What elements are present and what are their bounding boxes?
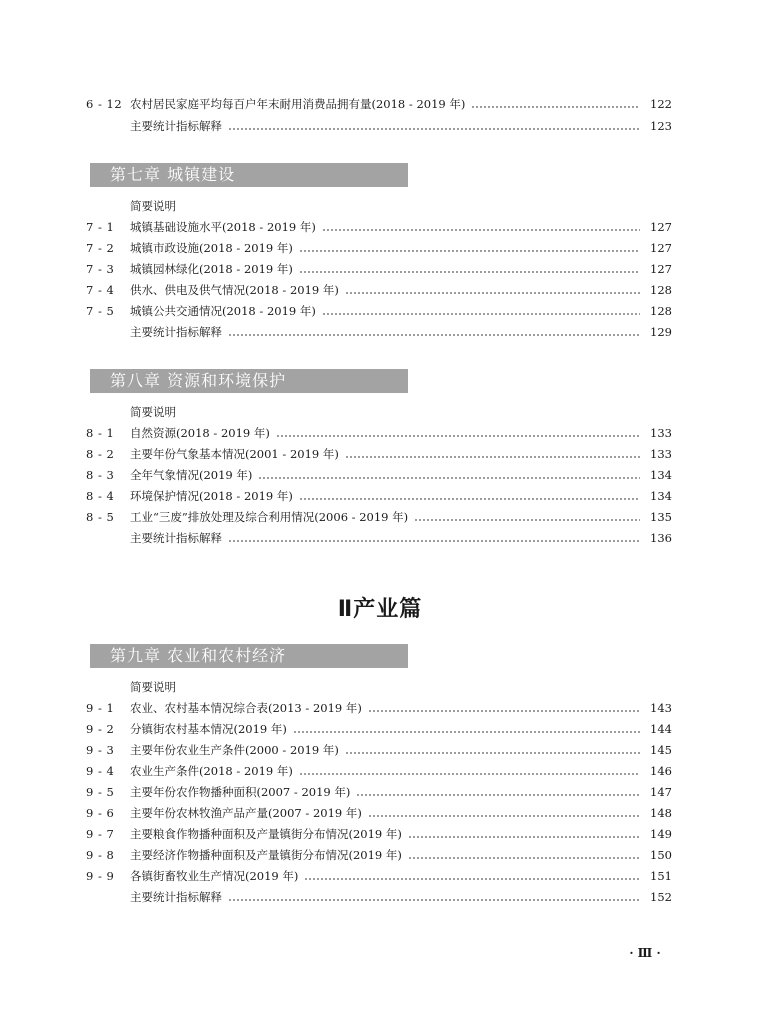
toc-entry[interactable]: [86, 528, 672, 548]
chapter-7-heading[interactable]: 第七章 城镇建设: [90, 163, 408, 187]
entry-page: 127: [650, 262, 672, 276]
entry-number: 7 - 1: [86, 220, 115, 234]
dot-leader: [408, 836, 640, 838]
dot-leader: [276, 435, 640, 437]
entry-title: 分镇街农村基本情况(2019 年): [130, 722, 287, 736]
toc-entry[interactable]: [86, 719, 672, 739]
entry-number: 9 - 9: [86, 869, 115, 883]
entry-page: 127: [650, 220, 672, 234]
entry-page: 134: [650, 489, 672, 503]
chapter-9-heading[interactable]: 第九章 农业和农村经济: [90, 644, 408, 668]
entry-title: 主要统计指标解释: [130, 325, 222, 339]
toc-entry[interactable]: [86, 301, 672, 321]
entry-page: 151: [650, 869, 672, 883]
entry-title: 自然资源(2018 - 2019 年): [130, 426, 270, 440]
toc-entry[interactable]: [86, 259, 672, 279]
toc-entry[interactable]: [86, 824, 672, 844]
dot-leader: [228, 128, 640, 130]
dot-leader: [299, 271, 640, 273]
entry-title: 各镇街畜牧业生产情况(2019 年): [130, 869, 299, 883]
entry-title: 城镇园林绿化(2018 - 2019 年): [130, 262, 293, 276]
entry-page: 148: [650, 806, 672, 820]
dot-leader: [368, 710, 640, 712]
toc-entry[interactable]: [86, 782, 672, 802]
entry-number: 8 - 5: [86, 510, 115, 524]
entry-title: 主要年份农作物播种面积(2007 - 2019 年): [130, 785, 351, 799]
entry-title: 农业、农村基本情况综合表(2013 - 2019 年): [130, 701, 362, 715]
dot-leader: [299, 773, 640, 775]
entry-number: 9 - 4: [86, 764, 115, 778]
dot-leader: [299, 250, 640, 252]
entry-title: 供水、供电及供气情况(2018 - 2019 年): [130, 283, 339, 297]
entry-number: 9 - 6: [86, 806, 115, 820]
entry-number: 7 - 3: [86, 262, 115, 276]
entry-number: 9 - 3: [86, 743, 115, 757]
entry-title: 城镇市政设施(2018 - 2019 年): [130, 241, 293, 255]
entry-page: 133: [650, 447, 672, 461]
entry-title: 城镇公共交通情况(2018 - 2019 年): [130, 304, 316, 318]
dot-leader: [228, 334, 640, 336]
toc-entry[interactable]: [86, 761, 672, 781]
toc-entry[interactable]: [86, 486, 672, 506]
part-title: Ⅱ产业篇: [337, 597, 423, 622]
entry-page: 127: [650, 241, 672, 255]
entry-number: 7 - 4: [86, 283, 115, 297]
entry-title: 城镇基础设施水平(2018 - 2019 年): [130, 220, 316, 234]
dot-leader: [345, 456, 640, 458]
toc-entry[interactable]: [86, 444, 672, 464]
chapter-9-summary[interactable]: 简要说明: [130, 680, 176, 694]
toc-entry[interactable]: [86, 507, 672, 527]
entry-page: 144: [650, 722, 672, 736]
entry-title: 主要统计指标解释: [130, 890, 222, 904]
entry-title: 主要统计指标解释: [130, 119, 222, 133]
entry-page: 145: [650, 743, 672, 757]
entry-number: 8 - 1: [86, 426, 115, 440]
entry-number: 6 - 12: [86, 97, 123, 111]
toc-entry[interactable]: [86, 94, 672, 114]
toc-entry[interactable]: [86, 423, 672, 443]
entry-page: 122: [650, 97, 672, 111]
entry-page: 135: [650, 510, 672, 524]
entry-page: 143: [650, 701, 672, 715]
entry-page: 150: [650, 848, 672, 862]
entry-number: 9 - 7: [86, 827, 115, 841]
entry-number: 8 - 3: [86, 468, 115, 482]
dot-leader: [293, 731, 640, 733]
entry-number: 7 - 2: [86, 241, 115, 255]
toc-entry[interactable]: [86, 465, 672, 485]
entry-number: 9 - 2: [86, 722, 115, 736]
toc-entry[interactable]: [86, 866, 672, 886]
entry-number: 7 - 5: [86, 304, 115, 318]
dot-leader: [322, 229, 640, 231]
chapter-8-heading[interactable]: 第八章 资源和环境保护: [90, 369, 408, 393]
entry-title: 主要统计指标解释: [130, 531, 222, 545]
toc-entry[interactable]: [86, 887, 672, 907]
entry-number: 9 - 5: [86, 785, 115, 799]
entry-page: 123: [650, 119, 672, 133]
dot-leader: [322, 313, 640, 315]
page-number: · Ⅲ ·: [629, 946, 661, 960]
dot-leader: [258, 477, 640, 479]
toc-entry[interactable]: [86, 845, 672, 865]
dot-leader: [356, 794, 640, 796]
dot-leader: [471, 106, 640, 108]
toc-entry[interactable]: [86, 280, 672, 300]
entry-page: 147: [650, 785, 672, 799]
toc-entry[interactable]: [86, 116, 672, 136]
toc-entry[interactable]: [86, 217, 672, 237]
entry-title: 主要年份农业生产条件(2000 - 2019 年): [130, 743, 339, 757]
entry-page: 149: [650, 827, 672, 841]
entry-page: 152: [650, 890, 672, 904]
entry-number: 9 - 1: [86, 701, 115, 715]
entry-title: 工业“三废”排放处理及综合利用情况(2006 - 2019 年): [130, 510, 409, 524]
dot-leader: [228, 540, 640, 542]
toc-entry[interactable]: [86, 803, 672, 823]
dot-leader: [345, 292, 640, 294]
entry-title: 农业生产条件(2018 - 2019 年): [130, 764, 293, 778]
toc-entry[interactable]: [86, 698, 672, 718]
entry-page: 128: [650, 304, 672, 318]
entry-title: 环境保护情况(2018 - 2019 年): [130, 489, 293, 503]
entry-title: 主要年份气象基本情况(2001 - 2019 年): [130, 447, 339, 461]
entry-title: 主要粮食作物播种面积及产量镇街分布情况(2019 年): [130, 827, 402, 841]
entry-page: 129: [650, 325, 672, 339]
dot-leader: [368, 815, 640, 817]
dot-leader: [408, 857, 640, 859]
entry-title: 主要经济作物播种面积及产量镇街分布情况(2019 年): [130, 848, 402, 862]
dot-leader: [299, 498, 640, 500]
entry-number: 9 - 8: [86, 848, 115, 862]
dot-leader: [414, 519, 640, 521]
entry-title: 农村居民家庭平均每百户年末耐用消费品拥有量(2018 - 2019 年): [130, 97, 466, 111]
dot-leader: [345, 752, 640, 754]
chapter-7-summary[interactable]: 简要说明: [130, 199, 176, 213]
entry-page: 128: [650, 283, 672, 297]
toc-entry[interactable]: [86, 322, 672, 342]
entry-title: 主要年份农林牧渔产品产量(2007 - 2019 年): [130, 806, 362, 820]
toc-entry[interactable]: [86, 238, 672, 258]
chapter-8-summary[interactable]: 简要说明: [130, 405, 176, 419]
entry-page: 134: [650, 468, 672, 482]
toc-entry[interactable]: [86, 740, 672, 760]
entry-number: 8 - 4: [86, 489, 115, 503]
entry-page: 136: [650, 531, 672, 545]
entry-page: 146: [650, 764, 672, 778]
dot-leader: [304, 878, 640, 880]
entry-number: 8 - 2: [86, 447, 115, 461]
dot-leader: [228, 899, 640, 901]
entry-title: 全年气象情况(2019 年): [130, 468, 253, 482]
entry-page: 133: [650, 426, 672, 440]
